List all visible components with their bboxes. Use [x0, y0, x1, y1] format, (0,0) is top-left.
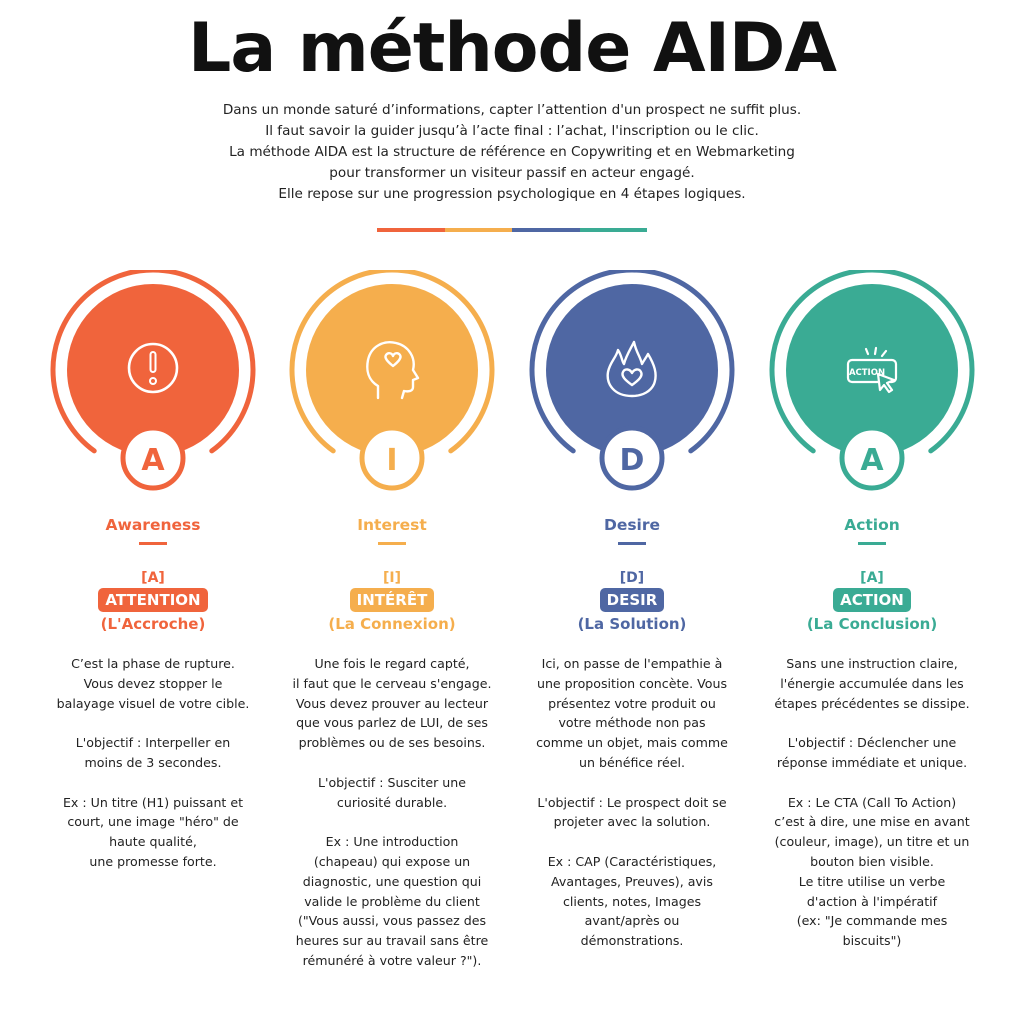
- description-line: balayage visuel de votre cible.: [56, 695, 250, 711]
- description-line: haute qualité,: [109, 834, 197, 850]
- description-line: bouton bien visible.: [810, 853, 934, 869]
- intro-line: Elle repose sur une progression psychologique en 4 étapes logiques.: [278, 186, 746, 202]
- description-line: une proposition concète. Vous: [536, 675, 728, 691]
- stage-description: [282, 654, 502, 971]
- description-line: L'objectif : Le prospect doit se: [537, 794, 727, 810]
- description-line: que vous parlez de LUI, de ses: [296, 715, 488, 731]
- description-line: ("Vous aussi, vous passez des: [297, 913, 487, 929]
- divider-segment-attention: [377, 228, 445, 232]
- description-line: Ex : CAP (Caractéristiques,: [547, 853, 717, 869]
- stage-circle: [522, 270, 742, 500]
- description-line: comme un objet, mais comme: [536, 735, 728, 751]
- description-line: Ex : Une introduction: [325, 834, 459, 850]
- description-line: Le titre utilise un verbe: [798, 873, 946, 889]
- description-line: avant/après ou: [584, 913, 680, 929]
- intro-text: [112, 100, 912, 205]
- description-line: Vous devez stopper le: [83, 675, 223, 691]
- stage-underline: [618, 542, 646, 545]
- description-line: c’est à dire, une mise en avant: [774, 814, 970, 830]
- stage-circle: [762, 270, 982, 500]
- stage-circle: [282, 270, 502, 500]
- stage-underline: [858, 542, 886, 545]
- description-line: diagnostic, une question qui: [302, 873, 482, 889]
- description-line: rémunéré à votre valeur ?").: [302, 952, 482, 968]
- paragraph-gap: [43, 713, 263, 733]
- paragraph-gap: [43, 773, 263, 793]
- stage-pill: DESIR: [600, 588, 665, 612]
- description-line: L'objectif : Interpeller en: [75, 735, 231, 751]
- description-line: projeter avec la solution.: [553, 814, 711, 830]
- page-title: La méthode AIDA: [188, 9, 836, 88]
- stage-name: Interest: [357, 516, 427, 534]
- description-line: Ex : Un titre (H1) puissant et: [62, 794, 244, 810]
- stage-graphic: [762, 270, 982, 500]
- stage-pill-wrap: [762, 588, 982, 612]
- description-line: court, une image "héro" de: [67, 814, 239, 830]
- stage-graphic: [282, 270, 502, 500]
- divider-segment-interest: [445, 228, 513, 232]
- description-line: d'action à l'impératif: [806, 893, 938, 909]
- description-line: heures sur au travail sans être: [295, 933, 489, 949]
- stage-graphic: [43, 270, 263, 500]
- divider-segment-desire: [512, 228, 580, 232]
- description-line: problèmes ou de ses besoins.: [298, 735, 486, 751]
- stage-subtitle: (La Connexion): [328, 615, 456, 633]
- svg-text:ACTION: ACTION: [848, 368, 886, 378]
- stage-graphic: [522, 270, 742, 500]
- paragraph-gap: [762, 773, 982, 793]
- stage-description: [762, 654, 982, 951]
- description-line: présentez votre produit ou: [548, 695, 716, 711]
- stage-underline: [139, 542, 167, 545]
- description-line: C’est la phase de rupture.: [71, 656, 235, 671]
- description-line: biscuits"): [842, 933, 902, 949]
- stage-pill-wrap: [522, 588, 742, 612]
- description-line: Avantages, Preuves), avis: [551, 873, 713, 889]
- description-line: un bénéfice réel.: [579, 754, 685, 770]
- stage-circle: [43, 270, 263, 500]
- paragraph-gap: [282, 753, 502, 773]
- stage-letter: A: [141, 443, 165, 478]
- description-line: démonstrations.: [580, 933, 684, 949]
- description-line: curiosité durable.: [336, 794, 448, 810]
- paragraph-gap: [282, 812, 502, 832]
- stage-letter: A: [860, 443, 884, 478]
- stage-pill-wrap: [43, 588, 263, 612]
- description-line: Une fois le regard capté,: [314, 656, 470, 671]
- stage-letter: I: [386, 443, 398, 478]
- stage-pill: ACTION: [833, 588, 911, 612]
- stage-subtitle: (La Conclusion): [806, 615, 938, 633]
- stage-description: [522, 654, 742, 951]
- stage-letter: D: [619, 443, 645, 478]
- description-line: Vous devez prouver au lecteur: [295, 695, 489, 711]
- divider-segment-action: [580, 228, 648, 232]
- paragraph-gap: [762, 713, 982, 733]
- paragraph-gap: [522, 773, 742, 793]
- description-line: l'énergie accumulée dans les: [780, 675, 964, 691]
- stage-tag: [A]: [860, 570, 884, 586]
- description-line: réponse immédiate et unique.: [776, 754, 968, 770]
- stage-name: Desire: [603, 516, 661, 534]
- stage-pill-wrap: [282, 588, 502, 612]
- stage-subtitle: (L'Accroche): [100, 615, 206, 633]
- description-line: étapes précédentes se dissipe.: [774, 695, 970, 711]
- stage-name: Awareness: [105, 516, 201, 534]
- intro-line: La méthode AIDA est la structure de référence en Copywriting et en Webmarketing: [229, 144, 795, 160]
- stage-underline: [378, 542, 406, 545]
- stage-tag: [A]: [141, 570, 165, 586]
- description-line: une promesse forte.: [89, 853, 217, 869]
- description-line: il faut que le cerveau s'engage.: [292, 675, 492, 691]
- intro-line: Dans un monde saturé d’informations, capter l’attention d'un prospect ne suffit plus.: [222, 102, 802, 118]
- description-line: valide le problème du client: [304, 893, 480, 909]
- description-line: (chapeau) qui expose un: [313, 853, 471, 869]
- description-line: votre méthode non pas: [558, 715, 706, 731]
- description-line: (ex: "Je commande mes: [796, 913, 948, 929]
- description-line: (couleur, image), un titre et un: [774, 834, 970, 850]
- stage-tag: [D]: [619, 570, 645, 586]
- stage-subtitle: (La Solution): [577, 615, 687, 633]
- description-line: L'objectif : Susciter une: [317, 774, 466, 790]
- color-divider: [377, 228, 647, 232]
- description-line: Ex : Le CTA (Call To Action): [787, 794, 957, 810]
- intro-line: pour transformer un visiteur passif en acteur engagé.: [329, 165, 695, 181]
- description-line: Ici, on passe de l'empathie à: [541, 656, 723, 671]
- description-line: moins de 3 secondes.: [84, 754, 222, 770]
- description-line: Sans une instruction claire,: [786, 656, 958, 671]
- intro-line: Il faut savoir la guider jusqu’à l’acte final : l’achat, l'inscription ou le clic.: [265, 123, 759, 139]
- stage-pill: ATTENTION: [98, 588, 207, 612]
- stage-description: [43, 654, 263, 872]
- stage-name: Action: [844, 516, 900, 534]
- description-line: L'objectif : Déclencher une: [787, 735, 957, 751]
- stage-pill: INTÉRÊT: [350, 588, 435, 612]
- description-line: clients, notes, Images: [562, 893, 702, 909]
- paragraph-gap: [522, 832, 742, 852]
- stage-tag: [I]: [382, 570, 401, 586]
